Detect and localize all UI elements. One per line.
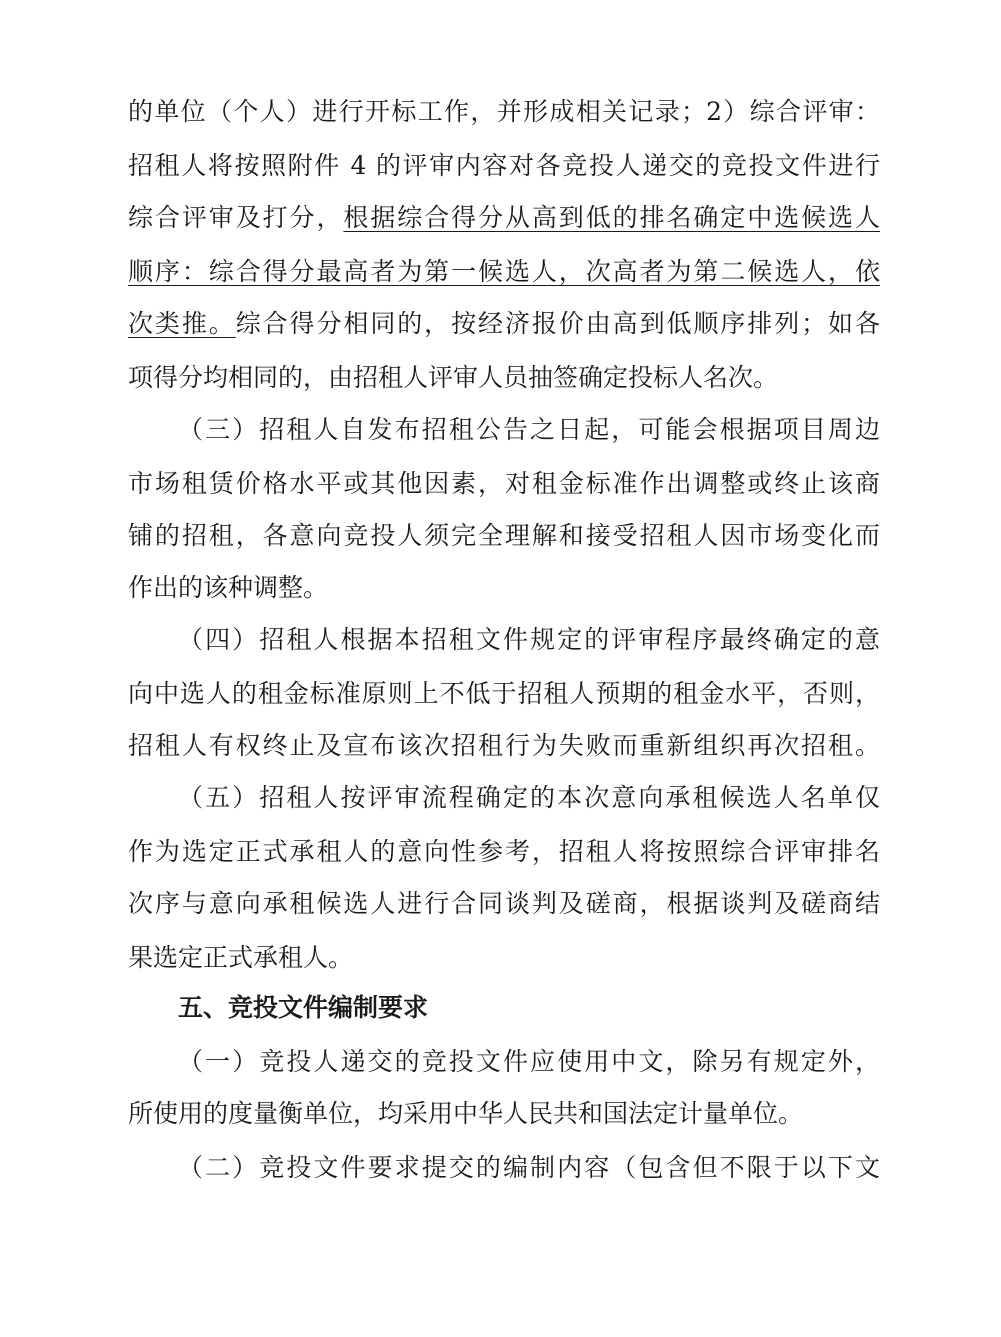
- section-heading: 五、竞投文件编制要求: [178, 993, 429, 1022]
- paragraph-start-line: （二）竞投文件要求提交的编制内容（包含但不限于以下文: [178, 1153, 880, 1182]
- underlined-text: 次类推。: [128, 309, 236, 338]
- paragraph-start-line: （四）招租人根据本招租文件规定的评审程序最终确定的意: [178, 625, 880, 654]
- text-line: 向中选人的租金标准原则上不低于招租人预期的租金水平，否则，: [128, 679, 880, 708]
- paragraph-start-line: （一）竞投人递交的竞投文件应使用中文，除另有规定外，: [178, 1047, 880, 1076]
- text-line: 项得分均相同的，由招租人评审人员抽签确定投标人名次。: [128, 363, 779, 392]
- underlined-text: 根据综合得分从高到低的排名确定中选候选人: [343, 203, 880, 232]
- text-line: 作出的该种调整。: [128, 573, 329, 602]
- text-line: 作为选定正式承租人的意向性参考，招租人将按照综合评审排名: [128, 837, 880, 866]
- text-line: 次类推。综合得分相同的，按经济报价由高到低顺序排列；如各: [128, 309, 880, 338]
- text-line: 所使用的度量衡单位，均采用中华人民共和国法定计量单位。: [128, 1099, 804, 1128]
- text-line: [128, 250, 880, 294]
- text-line: 铺的招租，各意向竞投人须完全理解和接受招租人因市场变化而: [128, 521, 880, 550]
- text-line: 招租人有权终止及宣布该次招租行为失败而重新组织再次招租。: [128, 731, 880, 760]
- text-line: 果选定正式承租人。: [128, 943, 354, 972]
- text-line: 的单位（个人）进行开标工作，并形成相关记录；2）综合评审：: [128, 97, 880, 126]
- text-line: 招租人将按照附件 4 的评审内容对各竞投人递交的竞投文件进行: [128, 151, 880, 180]
- text-line: 综合评审及打分，根据综合得分从高到低的排名确定中选候选人: [128, 203, 880, 232]
- paragraph-start-line: （三）招租人自发布招租公告之日起，可能会根据项目周边: [178, 415, 880, 444]
- underlined-text: 顺序：综合得分最高者为第一候选人，次高者为第二候选人，依: [128, 257, 880, 286]
- text-line: 市场租赁价格水平或其他因素，对租金标准作出调整或终止该商: [128, 469, 880, 498]
- paragraph-start-line: （五）招租人按评审流程确定的本次意向承租候选人名单仅: [178, 783, 880, 812]
- text-line: 次序与意向承租候选人进行合同谈判及磋商，根据谈判及磋商结: [128, 889, 880, 918]
